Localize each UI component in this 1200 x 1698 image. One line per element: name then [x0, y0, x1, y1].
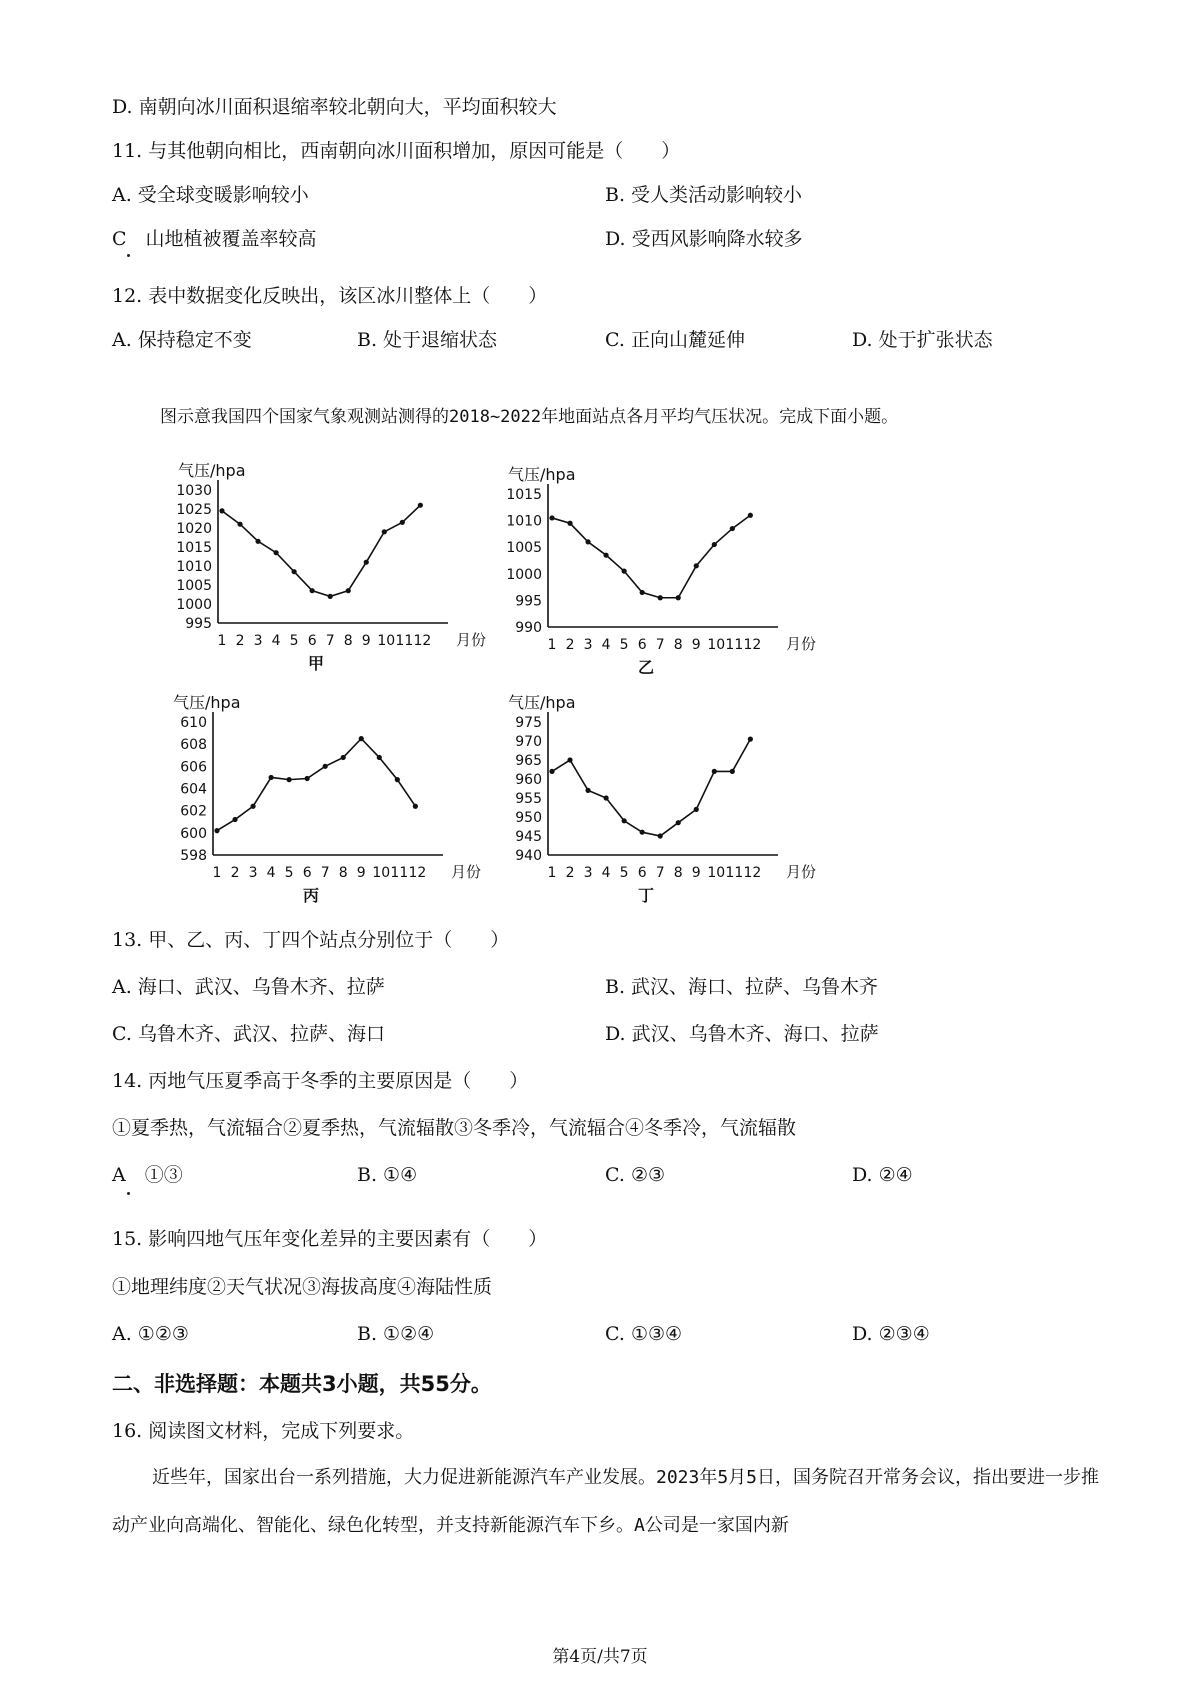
q15-option-a: A. ①②③	[112, 1323, 189, 1345]
scan-dot	[127, 1192, 130, 1195]
data-point	[400, 520, 405, 525]
x-tick-label: 8	[343, 633, 353, 649]
x-tick-label: 3	[583, 865, 593, 881]
q12-option-c: C. 正向山麓延伸	[605, 329, 745, 351]
y-tick-label: 965	[515, 753, 542, 769]
x-tick-label: 4	[271, 633, 281, 649]
data-point	[359, 736, 364, 741]
x-tick-label: 4	[266, 865, 276, 881]
data-point	[250, 804, 255, 809]
x-tick-label: 3	[253, 633, 263, 649]
q14-option-a: A ①③	[112, 1164, 183, 1186]
y-tick-label: 940	[515, 848, 542, 864]
x-tick-label: 1	[217, 633, 227, 649]
y-tick-label: 1010	[506, 513, 542, 530]
x-tick-label: 2	[565, 865, 575, 881]
x-tick-label: 6	[307, 633, 317, 649]
y-tick-label: 604	[180, 781, 207, 798]
q13-option-b: B. 武汉、海口、拉萨、乌鲁木齐	[605, 976, 879, 998]
y-tick-label: 1005	[176, 578, 212, 594]
x-tick-label: 12	[413, 633, 432, 649]
y-tick-label: 995	[185, 616, 212, 632]
x-tick-label: 6	[302, 865, 312, 881]
x-tick-label: 6	[637, 637, 647, 653]
x-tick-label: 11	[390, 865, 409, 881]
q12-stem: 12. 表中数据变化反映出，该区冰川整体上（ ）	[112, 285, 548, 307]
data-point	[346, 588, 351, 593]
x-axis-label: 月份	[786, 863, 817, 881]
x-tick-label: 3	[583, 637, 593, 653]
q15-option-b: B. ①②④	[357, 1323, 435, 1345]
x-tick-label: 8	[673, 637, 683, 653]
data-point	[676, 820, 681, 825]
y-tick-label: 1000	[176, 597, 212, 613]
q13-stem: 13. 甲、乙、丙、丁四个站点分别位于（ ）	[112, 929, 510, 951]
data-point	[382, 529, 387, 534]
x-tick-label: 12	[743, 865, 762, 881]
q14-option-d: D. ②④	[852, 1164, 913, 1186]
data-point	[640, 830, 645, 835]
y-tick-label: 600	[180, 825, 207, 842]
chart-ding-svg	[490, 690, 830, 912]
x-tick-label: 2	[235, 633, 245, 649]
y-tick-label: 598	[180, 848, 207, 864]
y-tick-label: 1020	[176, 521, 212, 537]
y-axis-label: 气压/hpa	[508, 693, 576, 712]
x-axis-label: 月份	[456, 631, 487, 649]
x-tick-label: 10	[707, 637, 726, 653]
data-point	[292, 569, 297, 574]
data-point	[255, 539, 260, 544]
q13-option-a: A. 海口、武汉、乌鲁木齐、拉萨	[112, 976, 385, 998]
x-tick-label: 7	[320, 865, 330, 881]
data-point	[712, 769, 717, 774]
q12-option-d: D. 处于扩张状态	[852, 329, 993, 351]
figure-intro: 图示意我国四个国家气象观测站测得的2018~2022年地面站点各月平均气压状况。完成下面小题。	[160, 407, 899, 427]
y-tick-label: 610	[180, 715, 207, 731]
x-tick-label: 10	[377, 633, 396, 649]
series-line	[217, 739, 415, 831]
station-label: 丙	[302, 886, 320, 905]
x-tick-label: 6	[637, 865, 647, 881]
data-point	[323, 764, 328, 769]
section-two-heading: 二、非选择题：本题共3小题，共55分。	[112, 1372, 492, 1396]
q15-stem: 15. 影响四地气压年变化差异的主要因素有（ ）	[112, 1228, 548, 1250]
x-tick-label: 5	[284, 865, 294, 881]
station-label: 丁	[637, 886, 655, 905]
q11-option-c: C 山地植被覆盖率较高	[112, 228, 317, 250]
q14-items: ①夏季热，气流辐合②夏季热，气流辐散③冬季冷，气流辐合④冬季冷，气流辐散	[112, 1117, 797, 1139]
x-tick-label: 9	[691, 865, 701, 881]
data-point	[287, 777, 292, 782]
data-point	[567, 521, 572, 526]
y-tick-label: 975	[515, 715, 542, 731]
q12-option-b: B. 处于退缩状态	[357, 329, 498, 351]
series-line	[552, 739, 750, 836]
y-tick-label: 1005	[506, 540, 542, 557]
x-tick-label: 11	[725, 637, 744, 653]
x-tick-label: 11	[725, 865, 744, 881]
x-tick-label: 2	[230, 865, 240, 881]
y-tick-label: 608	[180, 737, 207, 754]
x-tick-label: 7	[325, 633, 335, 649]
q13-option-c: C. 乌鲁木齐、武汉、拉萨、海口	[112, 1023, 385, 1045]
y-tick-label: 1000	[506, 566, 542, 583]
series-line	[222, 505, 420, 596]
data-point	[658, 595, 663, 600]
q15-option-c: C. ①③④	[605, 1323, 683, 1345]
y-tick-label: 945	[515, 829, 542, 845]
x-tick-label: 12	[743, 637, 762, 653]
y-tick-label: 1030	[176, 483, 212, 499]
data-point	[567, 757, 572, 762]
data-point	[603, 795, 608, 800]
x-tick-label: 2	[565, 637, 575, 653]
x-tick-label: 8	[338, 865, 348, 881]
chart-jia	[160, 458, 500, 680]
data-point	[658, 833, 663, 838]
series-line	[552, 515, 750, 597]
x-tick-label: 5	[619, 637, 629, 653]
y-tick-label: 990	[515, 620, 542, 636]
y-tick-label: 950	[515, 810, 542, 826]
y-tick-label: 970	[515, 734, 542, 750]
data-point	[549, 769, 554, 774]
y-axis-label: 气压/hpa	[178, 461, 246, 480]
y-tick-label: 1010	[176, 559, 212, 575]
q11-option-b: B. 受人类活动影响较小	[605, 184, 803, 206]
x-tick-label: 12	[408, 865, 427, 881]
data-point	[273, 550, 278, 555]
x-tick-label: 10	[372, 865, 391, 881]
x-tick-label: 8	[673, 865, 683, 881]
data-point	[730, 769, 735, 774]
data-point	[640, 590, 645, 595]
q16-stem: 16. 阅读图文材料，完成下列要求。	[112, 1420, 415, 1442]
q15-items: ①地理纬度②天气状况③海拔高度④海陆性质	[112, 1276, 493, 1298]
scan-dot	[127, 254, 130, 257]
data-point	[395, 777, 400, 782]
x-tick-label: 5	[619, 865, 629, 881]
x-tick-label: 3	[248, 865, 258, 881]
chart-jia-svg	[160, 458, 500, 680]
x-axis-label: 月份	[786, 635, 817, 653]
x-tick-label: 9	[691, 637, 701, 653]
x-tick-label: 9	[356, 865, 366, 881]
y-tick-label: 995	[515, 593, 542, 610]
data-point	[310, 588, 315, 593]
chart-bing-svg	[155, 690, 495, 912]
y-tick-label: 602	[180, 803, 207, 820]
q14-option-b: B. ①④	[357, 1164, 418, 1186]
data-point	[748, 513, 753, 518]
data-point	[748, 737, 753, 742]
y-tick-label: 955	[515, 791, 542, 807]
data-point	[418, 503, 423, 508]
y-tick-label: 1025	[176, 502, 212, 518]
q12-option-a: A. 保持稳定不变	[112, 329, 252, 351]
y-axis-label: 气压/hpa	[508, 465, 576, 484]
data-point	[214, 828, 219, 833]
chart-yi	[490, 462, 830, 684]
q11-option-a: A. 受全球变暖影响较小	[112, 184, 309, 206]
q11-option-d: D. 受西风影响降水较多	[605, 228, 803, 250]
x-tick-label: 4	[601, 865, 611, 881]
data-point	[328, 594, 333, 599]
x-tick-label: 11	[395, 633, 414, 649]
y-axis-label: 气压/hpa	[173, 693, 241, 712]
data-point	[237, 522, 242, 527]
y-tick-label: 960	[515, 772, 542, 788]
data-point	[305, 776, 310, 781]
data-point	[377, 755, 382, 760]
data-point	[232, 817, 237, 822]
data-point	[341, 755, 346, 760]
q13-option-d: D. 武汉、乌鲁木齐、海口、拉萨	[605, 1023, 879, 1045]
data-point	[712, 542, 717, 547]
data-point	[694, 563, 699, 568]
x-tick-label: 7	[655, 637, 665, 653]
data-point	[364, 560, 369, 565]
data-point	[603, 553, 608, 558]
chart-bing	[155, 690, 495, 912]
x-tick-label: 4	[601, 637, 611, 653]
x-tick-label: 10	[707, 865, 726, 881]
x-tick-label: 1	[212, 865, 222, 881]
q14-stem: 14. 丙地气压夏季高于冬季的主要原因是（ ）	[112, 1070, 529, 1092]
x-tick-label: 1	[547, 637, 557, 653]
chart-yi-svg	[490, 462, 830, 684]
x-tick-label: 1	[547, 865, 557, 881]
data-point	[622, 569, 627, 574]
q16-material-paragraph: 近些年，国家出台一系列措施，大力促进新能源汽车产业发展。2023年5月5日，国务院召开常务会议，指出要进一步推动产业向高端化、智能化、绿色化转型，并支持新能源汽车下乡。A公司是一家国内新	[112, 1467, 1100, 1536]
chart-ding	[490, 690, 830, 912]
q11-stem: 11. 与其他朝向相比，西南朝向冰川面积增加，原因可能是（ ）	[112, 140, 681, 162]
station-label: 乙	[637, 658, 655, 677]
data-point	[676, 595, 681, 600]
q14-option-c: C. ②③	[605, 1164, 666, 1186]
page-footer: 第4页/共7页	[552, 1647, 648, 1667]
data-point	[549, 515, 554, 520]
y-tick-label: 606	[180, 759, 207, 776]
x-tick-label: 7	[655, 865, 665, 881]
x-axis-label: 月份	[451, 863, 482, 881]
data-point	[413, 804, 418, 809]
data-point	[622, 818, 627, 823]
y-tick-label: 1015	[506, 487, 542, 503]
station-label: 甲	[307, 654, 325, 673]
data-point	[268, 775, 273, 780]
data-point	[730, 526, 735, 531]
y-tick-label: 1015	[176, 540, 212, 556]
x-tick-label: 5	[289, 633, 299, 649]
x-tick-label: 9	[361, 633, 371, 649]
q10-option-d: D. 南朝向冰川面积退缩率较北朝向大，平均面积较大	[112, 96, 557, 118]
data-point	[585, 788, 590, 793]
data-point	[585, 539, 590, 544]
data-point	[694, 807, 699, 812]
data-point	[219, 508, 224, 513]
q15-option-d: D. ②③④	[852, 1323, 930, 1345]
